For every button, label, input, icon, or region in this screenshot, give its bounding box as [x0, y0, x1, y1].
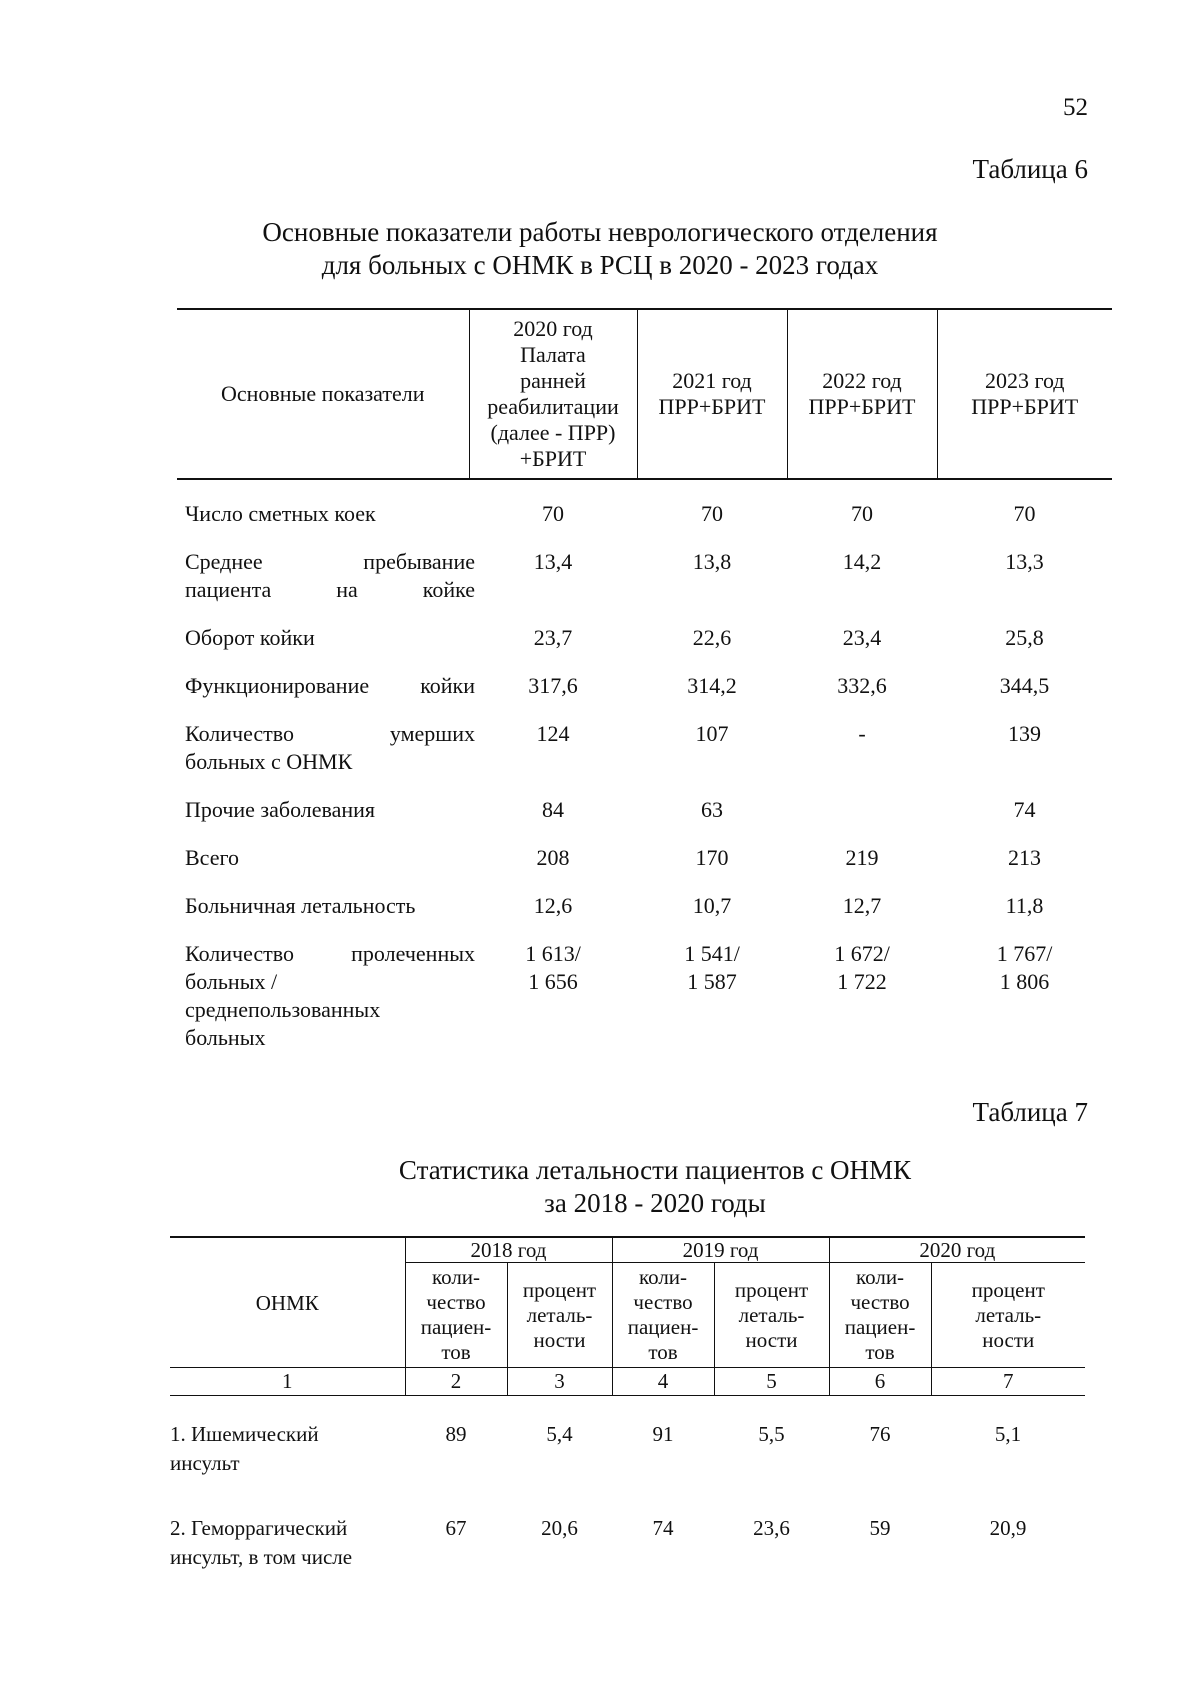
cell-value [787, 479, 937, 548]
table7-column-numbers-row [170, 1368, 1085, 1396]
row-label-line: 2. Геморрагический [170, 1516, 348, 1540]
row-label [170, 1396, 405, 1491]
header-line: чество [426, 1290, 486, 1314]
cell-value: 67 [445, 1516, 467, 1540]
cell-value: 5,5 [758, 1422, 785, 1446]
cell-value [787, 624, 937, 672]
cell-value: 59 [869, 1516, 891, 1540]
cell-value [469, 940, 637, 1072]
row-label-line: больных / [185, 969, 278, 994]
table6-title [0, 216, 1200, 282]
cell-value [937, 892, 1112, 940]
cell-value-line: 70 [701, 501, 723, 526]
cell-value-line: 23,4 [842, 625, 882, 650]
table6-header-2020 [469, 309, 637, 479]
row-label-line: больных с ОНМК [185, 749, 353, 774]
cell-value-line: 1 672/ [834, 941, 890, 966]
cell-value: 20,9 [989, 1516, 1027, 1540]
row-label-line: Оборот койки [185, 625, 315, 650]
header-line: чество [633, 1290, 693, 1314]
cell-value: 23,6 [753, 1516, 790, 1540]
cell-value [937, 624, 1112, 672]
cell-value-line: 213 [1008, 845, 1041, 870]
cell-value-line: 70 [542, 501, 564, 526]
column-number: 2 [405, 1368, 507, 1396]
header-line: (далее - ПРР) [490, 420, 616, 445]
cell-value-line: 1 613/ [525, 941, 581, 966]
header-line: ПРР+БРИТ [808, 394, 916, 419]
cell-value: 5,4 [546, 1422, 573, 1446]
table7-header-count [829, 1263, 931, 1368]
cell-value-line: 74 [1013, 797, 1036, 822]
cell-value-line: 208 [536, 845, 570, 870]
table-row [177, 940, 1112, 1072]
row-label-line: Больничная летальность [185, 893, 416, 918]
cell-value-line: 25,8 [1005, 625, 1044, 650]
cell-value-line: 124 [536, 721, 570, 746]
table-row [177, 479, 1112, 548]
header-line: пациен- [844, 1315, 916, 1339]
cell-value-line: 219 [845, 845, 879, 870]
cell-value [637, 479, 787, 548]
column-number: 7 [931, 1368, 1085, 1396]
cell-value-line: 12,6 [533, 893, 573, 918]
row-label [177, 720, 475, 796]
cell-value [787, 796, 937, 844]
cell-value [637, 940, 787, 1072]
table7-header-year: 2018 год [405, 1237, 612, 1263]
row-label-line: больных [185, 1025, 266, 1050]
table-row [177, 672, 1112, 720]
header-line: чество [850, 1290, 910, 1314]
cell-value-line: 344,5 [999, 673, 1050, 698]
row-label [177, 796, 469, 844]
cell-value [787, 844, 937, 892]
table7-header-count [405, 1263, 507, 1368]
row-label [170, 1490, 405, 1584]
table-row [177, 624, 1112, 672]
cell-value [937, 796, 1112, 844]
table7-header-percent [931, 1263, 1085, 1368]
cell-value-line: 170 [695, 845, 729, 870]
cell-value: 74 [652, 1516, 674, 1540]
table-row [177, 844, 1112, 892]
header-line: реабилитации [487, 394, 619, 419]
cell-value-line: 314,2 [687, 673, 737, 698]
table-row [177, 892, 1112, 940]
cell-value [637, 720, 787, 796]
header-line: ПРР+БРИТ [658, 394, 766, 419]
table7-title [55, 1154, 1200, 1220]
cell-value-line: 11,8 [1005, 893, 1044, 918]
header-line: леталь- [975, 1302, 1042, 1327]
cell-value-line: 332,6 [837, 673, 887, 698]
header-line: процент [734, 1277, 809, 1302]
cell-value-line: 1 587 [687, 969, 737, 994]
table6-title-line2: для больных с ОНМК в РСЦ в 2020 - 2023 годах [321, 250, 879, 280]
table7-title-line2: за 2018 - 2020 годы [544, 1188, 766, 1218]
cell-value-line: - [858, 721, 866, 746]
row-label-line: инсульт, в том числе [170, 1545, 353, 1569]
header-line: 2020 год [513, 316, 593, 341]
table6-header-2021 [637, 309, 787, 479]
cell-value: 76 [869, 1422, 891, 1446]
cell-value-line: 70 [1013, 501, 1036, 526]
header-line: тов [441, 1340, 471, 1364]
cell-value-line: 107 [695, 721, 729, 746]
table6-header-2023 [937, 309, 1112, 479]
table6-body [177, 479, 1112, 1072]
table7-header-percent [507, 1263, 612, 1368]
cell-value [469, 548, 637, 624]
row-label [177, 844, 469, 892]
column-number: 4 [612, 1368, 714, 1396]
column-number: 5 [714, 1368, 829, 1396]
header-line: процент [971, 1277, 1045, 1302]
row-label-line: Среднее пребывание [185, 549, 475, 574]
cell-value-line: 10,7 [692, 893, 732, 918]
header-line: 2023 год [984, 368, 1065, 393]
cell-value [469, 796, 637, 844]
cell-value [469, 624, 637, 672]
table6-header-2022 [787, 309, 937, 479]
table7-body [170, 1396, 1085, 1585]
row-label-line: Прочие заболевания [185, 797, 376, 822]
column-number: 1 [170, 1368, 405, 1396]
table-row [170, 1396, 1085, 1491]
header-line: тов [865, 1340, 895, 1364]
row-label [177, 892, 469, 940]
row-label-line: среднепользованных [185, 997, 381, 1022]
row-label-line: Всего [185, 845, 239, 870]
cell-value: 89 [445, 1422, 467, 1446]
cell-value [937, 548, 1112, 624]
header-line: коли- [638, 1265, 688, 1289]
header-line: 2022 год [822, 368, 902, 393]
table7-title-line1: Статистика летальности пациентов с ОНМК [398, 1155, 912, 1185]
column-number: 6 [829, 1368, 931, 1396]
cell-value [469, 672, 637, 720]
table6-label: Таблица 6 [972, 154, 1088, 184]
cell-value [637, 796, 787, 844]
table7-header-onmk: ОНМК [170, 1237, 405, 1368]
cell-value [937, 672, 1112, 720]
header-line: леталь- [738, 1302, 805, 1327]
cell-value-line: 139 [1008, 721, 1041, 746]
row-label [177, 624, 469, 672]
table-row [177, 720, 1112, 796]
header-line: +БРИТ [519, 446, 587, 471]
cell-value-line: 13,4 [533, 549, 573, 574]
cell-value: 5,1 [994, 1422, 1022, 1446]
header-line: пациен- [627, 1315, 699, 1339]
row-label-line: Число сметных коек [185, 501, 376, 526]
table7-header-count [612, 1263, 714, 1368]
table7-label: Таблица 7 [972, 1097, 1088, 1127]
header-line: коли- [431, 1265, 481, 1289]
header-line: 2021 год [672, 368, 752, 393]
table6-header-indicators: Основные показатели [177, 309, 469, 479]
row-label-line: инсульт [170, 1451, 240, 1475]
header-line: ности [533, 1327, 586, 1352]
table6 [177, 308, 1112, 1072]
cell-value [937, 940, 1112, 1072]
table-row [177, 796, 1112, 844]
cell-value [637, 672, 787, 720]
cell-value-line: 70 [851, 501, 873, 526]
cell-value [787, 940, 937, 1072]
table-row [177, 548, 1112, 624]
row-label [177, 940, 475, 1072]
cell-value-line: 23,7 [533, 625, 573, 650]
cell-value-line: 63 [701, 797, 723, 822]
cell-value-line: 13,8 [692, 549, 732, 574]
header-line: леталь- [526, 1302, 593, 1327]
cell-value [937, 844, 1112, 892]
header-line: коли- [855, 1265, 905, 1289]
row-label-line: Количество умерших [185, 721, 475, 746]
header-line: процент [522, 1277, 597, 1302]
cell-value-line: 13,3 [1005, 549, 1044, 574]
cell-value [637, 624, 787, 672]
header-line: Палата [520, 342, 586, 367]
cell-value [787, 672, 937, 720]
header-line: ности [982, 1327, 1035, 1352]
table7 [170, 1236, 1085, 1584]
cell-value [469, 720, 637, 796]
row-label [177, 479, 469, 548]
cell-value [469, 844, 637, 892]
header-line: ПРР+БРИТ [971, 394, 1079, 419]
cell-value-line: 12,7 [842, 893, 882, 918]
header-line: пациен- [420, 1315, 492, 1339]
cell-value: 20,6 [541, 1516, 578, 1540]
table6-title-line1: Основные показатели работы неврологического отделения [262, 217, 938, 247]
cell-value-line: 1 722 [837, 969, 887, 994]
table6-header-row [177, 309, 1112, 479]
cell-value-line: 1 656 [528, 969, 578, 994]
cell-value [787, 720, 937, 796]
cell-value [637, 844, 787, 892]
column-number: 3 [507, 1368, 612, 1396]
cell-value [937, 479, 1112, 548]
cell-value-line: 1 767/ [996, 941, 1053, 966]
cell-value [637, 548, 787, 624]
cell-value: 91 [652, 1422, 674, 1446]
cell-value [469, 479, 637, 548]
row-label-line: 1. Ишемический [170, 1422, 319, 1446]
header-line: ности [745, 1327, 798, 1352]
cell-value-line: 1 806 [999, 969, 1050, 994]
cell-value-line: 84 [542, 797, 564, 822]
cell-value [637, 892, 787, 940]
cell-value [937, 720, 1112, 796]
cell-value [469, 892, 637, 940]
row-label [177, 672, 475, 720]
header-line: ранней [520, 368, 586, 393]
table7-header-year: 2020 год [829, 1237, 1085, 1263]
table7-header-year: 2019 год [612, 1237, 829, 1263]
cell-value-line: 14,2 [842, 549, 882, 574]
row-label-line: Функционирование койки [185, 673, 475, 698]
cell-value [787, 892, 937, 940]
table7-header-years-row [170, 1237, 1085, 1263]
cell-value-line: 317,6 [528, 673, 578, 698]
row-label-line: пациента на койке [185, 577, 475, 602]
table-row [170, 1490, 1085, 1584]
page-number: 52 [1063, 94, 1088, 121]
header-line: тов [648, 1340, 678, 1364]
cell-value-line: 1 541/ [684, 941, 740, 966]
row-label-line: Количество пролеченных [185, 941, 475, 966]
cell-value [787, 548, 937, 624]
cell-value-line: 22,6 [692, 625, 732, 650]
row-label [177, 548, 475, 624]
table7-header-percent [714, 1263, 829, 1368]
